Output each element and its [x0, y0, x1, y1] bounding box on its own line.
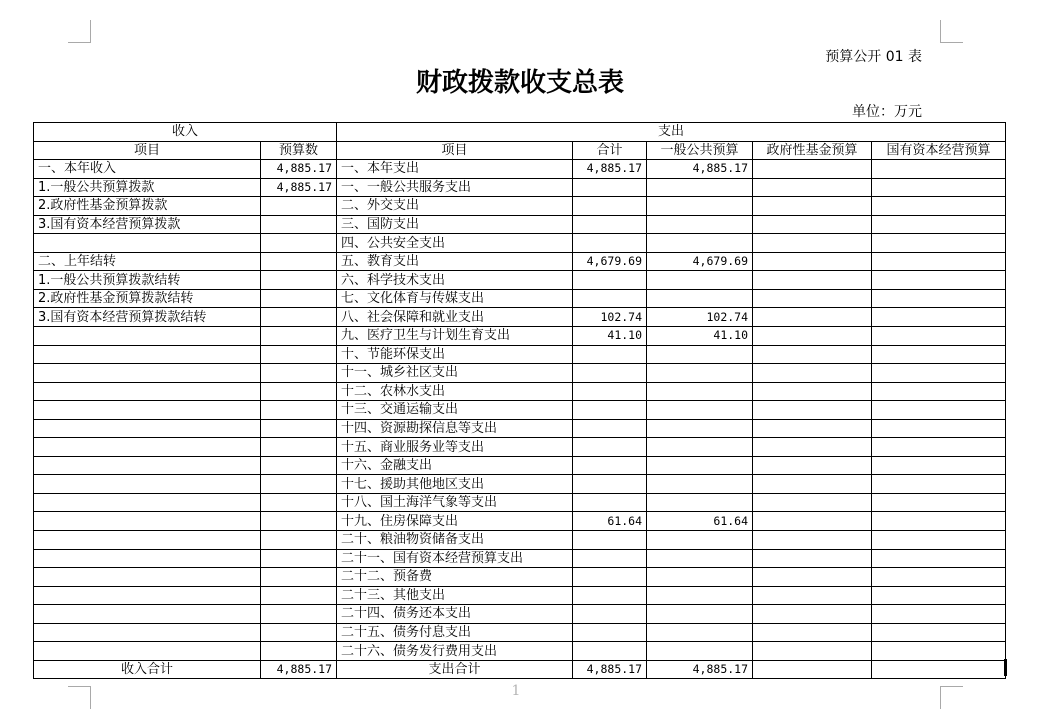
fund-budget-cell	[753, 605, 872, 624]
income-amount-cell	[261, 327, 337, 346]
total-cell: 41.10	[573, 327, 647, 346]
income-amount-cell	[261, 456, 337, 475]
income-item-cell	[34, 345, 261, 364]
state-capital-budget-cell	[872, 215, 1006, 234]
fund-budget-cell	[753, 475, 872, 494]
table-row	[34, 252, 1006, 271]
state-capital-budget-cell	[872, 308, 1006, 327]
table-row	[34, 364, 1006, 383]
text-cursor-mark	[1004, 659, 1007, 676]
table-row	[34, 531, 1006, 550]
state-capital-budget-cell	[872, 549, 1006, 568]
total-cell	[573, 586, 647, 605]
fund-budget-cell	[753, 252, 872, 271]
table-row	[34, 197, 1006, 216]
total-cell	[573, 271, 647, 290]
col-header-income-amount: 预算数	[261, 141, 337, 160]
table-row	[34, 289, 1006, 308]
total-cell	[573, 456, 647, 475]
expense-total-amount: 4,885.17	[573, 660, 647, 679]
state-capital-budget-cell	[872, 271, 1006, 290]
income-total-amount: 4,885.17	[261, 660, 337, 679]
state-capital-budget-cell	[872, 327, 1006, 346]
total-cell: 102.74	[573, 308, 647, 327]
fund-budget-cell	[753, 382, 872, 401]
total-cell: 4,679.69	[573, 252, 647, 271]
total-cell	[573, 642, 647, 661]
income-amount-cell	[261, 401, 337, 420]
state-capital-budget-cell	[872, 438, 1006, 457]
general-budget-cell	[647, 234, 753, 253]
fund-budget-cell	[753, 234, 872, 253]
income-amount-cell	[261, 215, 337, 234]
income-item-cell: 3.国有资本经营预算拨款	[34, 215, 261, 234]
income-amount-cell	[261, 345, 337, 364]
expense-item-cell: 九、医疗卫生与计划生育支出	[337, 327, 573, 346]
state-capital-budget-cell	[872, 475, 1006, 494]
total-cell	[573, 568, 647, 587]
fund-budget-cell	[753, 271, 872, 290]
fund-budget-cell	[753, 308, 872, 327]
expense-fund-total	[753, 660, 872, 679]
general-budget-cell	[647, 549, 753, 568]
expense-item-cell: 十二、农林水支出	[337, 382, 573, 401]
general-budget-cell	[647, 623, 753, 642]
general-budget-cell: 61.64	[647, 512, 753, 531]
state-capital-budget-cell	[872, 419, 1006, 438]
state-capital-budget-cell	[872, 568, 1006, 587]
state-capital-budget-cell	[872, 512, 1006, 531]
total-cell	[573, 382, 647, 401]
expense-item-cell: 十六、金融支出	[337, 456, 573, 475]
general-budget-cell	[647, 215, 753, 234]
state-capital-budget-cell	[872, 531, 1006, 550]
expense-item-cell: 十、节能环保支出	[337, 345, 573, 364]
expense-item-cell: 二十、粮油物资储备支出	[337, 531, 573, 550]
fund-budget-cell	[753, 289, 872, 308]
state-capital-budget-cell	[872, 160, 1006, 179]
fund-budget-cell	[753, 345, 872, 364]
general-budget-cell	[647, 271, 753, 290]
state-capital-budget-cell	[872, 605, 1006, 624]
table-row	[34, 438, 1006, 457]
general-budget-cell	[647, 456, 753, 475]
crop-mark-top-left	[68, 20, 91, 43]
income-amount-cell	[261, 568, 337, 587]
income-amount-cell	[261, 605, 337, 624]
total-cell	[573, 438, 647, 457]
state-capital-budget-cell	[872, 178, 1006, 197]
fund-budget-cell	[753, 493, 872, 512]
income-amount-cell	[261, 364, 337, 383]
income-item-cell: 一、本年收入	[34, 160, 261, 179]
expense-item-cell: 二十六、债务发行费用支出	[337, 642, 573, 661]
expense-general-total: 4,885.17	[647, 660, 753, 679]
total-cell: 61.64	[573, 512, 647, 531]
document-title: 财政拨款收支总表	[415, 68, 624, 98]
income-amount-cell	[261, 197, 337, 216]
expense-item-cell: 十八、国土海洋气象等支出	[337, 493, 573, 512]
expense-item-cell: 十五、商业服务业等支出	[337, 438, 573, 457]
form-number: 预算公开 01 表	[825, 49, 922, 65]
table-row	[34, 493, 1006, 512]
table-row	[34, 623, 1006, 642]
total-cell	[573, 197, 647, 216]
table-row	[34, 642, 1006, 661]
income-amount-cell	[261, 252, 337, 271]
income-item-cell: 3.国有资本经营预算拨款结转	[34, 308, 261, 327]
income-amount-cell	[261, 493, 337, 512]
income-amount-cell	[261, 549, 337, 568]
state-capital-budget-cell	[872, 382, 1006, 401]
income-item-cell	[34, 382, 261, 401]
total-cell	[573, 234, 647, 253]
table-row	[34, 271, 1006, 290]
general-budget-cell	[647, 289, 753, 308]
income-amount-cell	[261, 642, 337, 661]
total-cell	[573, 605, 647, 624]
fund-budget-cell	[753, 531, 872, 550]
total-cell	[573, 289, 647, 308]
general-budget-cell	[647, 605, 753, 624]
fund-budget-cell	[753, 642, 872, 661]
general-budget-cell: 4,679.69	[647, 252, 753, 271]
table-row	[34, 419, 1006, 438]
fund-budget-cell	[753, 586, 872, 605]
table-row	[34, 327, 1006, 346]
income-item-cell	[34, 364, 261, 383]
general-budget-cell	[647, 401, 753, 420]
state-capital-budget-cell	[872, 345, 1006, 364]
crop-mark-top-right	[940, 20, 963, 43]
fund-budget-cell	[753, 327, 872, 346]
income-amount-cell	[261, 234, 337, 253]
fund-budget-cell	[753, 549, 872, 568]
expense-group-header: 支出	[337, 123, 1006, 142]
unit-label: 单位：万元	[852, 104, 922, 120]
income-amount-cell	[261, 512, 337, 531]
income-amount-cell: 4,885.17	[261, 178, 337, 197]
fund-budget-cell	[753, 512, 872, 531]
col-header-state-capital-budget: 国有资本经营预算	[872, 141, 1006, 160]
fund-budget-cell	[753, 197, 872, 216]
income-item-cell: 二、上年结转	[34, 252, 261, 271]
state-capital-budget-cell	[872, 586, 1006, 605]
general-budget-cell	[647, 531, 753, 550]
income-amount-cell	[261, 531, 337, 550]
income-item-cell: 1.一般公共预算拨款	[34, 178, 261, 197]
col-header-fund-budget: 政府性基金预算	[753, 141, 872, 160]
total-cell	[573, 623, 647, 642]
budget-summary-table	[33, 122, 1006, 679]
totals-row	[34, 660, 1006, 679]
expense-item-cell: 四、公共安全支出	[337, 234, 573, 253]
expense-total-label: 支出合计	[337, 660, 573, 679]
state-capital-budget-cell	[872, 197, 1006, 216]
expense-state-total	[872, 660, 1006, 679]
income-item-cell	[34, 475, 261, 494]
expense-item-cell: 二、外交支出	[337, 197, 573, 216]
table-row	[34, 308, 1006, 327]
fund-budget-cell	[753, 215, 872, 234]
expense-item-cell: 十七、援助其他地区支出	[337, 475, 573, 494]
table-row	[34, 475, 1006, 494]
state-capital-budget-cell	[872, 642, 1006, 661]
expense-item-cell: 二十五、债务付息支出	[337, 623, 573, 642]
income-item-cell: 1.一般公共预算拨款结转	[34, 271, 261, 290]
general-budget-cell	[647, 568, 753, 587]
income-amount-cell	[261, 289, 337, 308]
general-budget-cell	[647, 438, 753, 457]
expense-item-cell: 一、本年支出	[337, 160, 573, 179]
general-budget-cell	[647, 586, 753, 605]
table-row	[34, 345, 1006, 364]
state-capital-budget-cell	[872, 401, 1006, 420]
total-cell	[573, 475, 647, 494]
income-item-cell	[34, 549, 261, 568]
income-item-cell	[34, 531, 261, 550]
total-cell	[573, 364, 647, 383]
general-budget-cell: 41.10	[647, 327, 753, 346]
income-item-cell	[34, 493, 261, 512]
col-header-expense-item: 项目	[337, 141, 573, 160]
income-item-cell	[34, 568, 261, 587]
total-cell	[573, 345, 647, 364]
income-item-cell: 2.政府性基金预算拨款结转	[34, 289, 261, 308]
general-budget-cell	[647, 419, 753, 438]
col-header-income-item: 项目	[34, 141, 261, 160]
expense-item-cell: 十三、交通运输支出	[337, 401, 573, 420]
table-row	[34, 549, 1006, 568]
fund-budget-cell	[753, 438, 872, 457]
income-amount-cell: 4,885.17	[261, 160, 337, 179]
table-row	[34, 456, 1006, 475]
fund-budget-cell	[753, 568, 872, 587]
income-item-cell	[34, 438, 261, 457]
expense-item-cell: 十一、城乡社区支出	[337, 364, 573, 383]
table-row	[34, 401, 1006, 420]
state-capital-budget-cell	[872, 623, 1006, 642]
expense-item-cell: 八、社会保障和就业支出	[337, 308, 573, 327]
income-amount-cell	[261, 308, 337, 327]
income-amount-cell	[261, 271, 337, 290]
expense-item-cell: 三、国防支出	[337, 215, 573, 234]
table-row	[34, 568, 1006, 587]
state-capital-budget-cell	[872, 493, 1006, 512]
income-item-cell	[34, 586, 261, 605]
table-row	[34, 605, 1006, 624]
expense-item-cell: 五、教育支出	[337, 252, 573, 271]
expense-item-cell: 十四、资源勘探信息等支出	[337, 419, 573, 438]
col-header-general-budget: 一般公共预算	[647, 141, 753, 160]
state-capital-budget-cell	[872, 234, 1006, 253]
general-budget-cell	[647, 642, 753, 661]
total-cell	[573, 531, 647, 550]
general-budget-cell	[647, 364, 753, 383]
state-capital-budget-cell	[872, 456, 1006, 475]
state-capital-budget-cell	[872, 252, 1006, 271]
general-budget-cell	[647, 178, 753, 197]
table-row	[34, 586, 1006, 605]
total-cell	[573, 401, 647, 420]
income-amount-cell	[261, 623, 337, 642]
total-cell	[573, 549, 647, 568]
fund-budget-cell	[753, 456, 872, 475]
table-row	[34, 178, 1006, 197]
total-cell	[573, 493, 647, 512]
income-item-cell	[34, 512, 261, 531]
col-header-total: 合计	[573, 141, 647, 160]
income-amount-cell	[261, 382, 337, 401]
income-item-cell: 2.政府性基金预算拨款	[34, 197, 261, 216]
expense-item-cell: 七、文化体育与传媒支出	[337, 289, 573, 308]
general-budget-cell	[647, 475, 753, 494]
expense-item-cell: 二十一、国有资本经营预算支出	[337, 549, 573, 568]
table-row	[34, 512, 1006, 531]
state-capital-budget-cell	[872, 364, 1006, 383]
total-cell	[573, 178, 647, 197]
fund-budget-cell	[753, 401, 872, 420]
general-budget-cell	[647, 382, 753, 401]
group-header-row	[34, 123, 1006, 142]
income-item-cell	[34, 234, 261, 253]
fund-budget-cell	[753, 419, 872, 438]
column-header-row	[34, 141, 1006, 160]
income-item-cell	[34, 456, 261, 475]
income-item-cell	[34, 419, 261, 438]
income-total-label: 收入合计	[34, 660, 261, 679]
state-capital-budget-cell	[872, 289, 1006, 308]
income-amount-cell	[261, 586, 337, 605]
fund-budget-cell	[753, 178, 872, 197]
page-number: 1	[511, 683, 521, 699]
expense-item-cell: 十九、住房保障支出	[337, 512, 573, 531]
income-item-cell	[34, 605, 261, 624]
general-budget-cell: 4,885.17	[647, 160, 753, 179]
fund-budget-cell	[753, 364, 872, 383]
income-item-cell	[34, 401, 261, 420]
table-row	[34, 160, 1006, 179]
general-budget-cell	[647, 493, 753, 512]
income-item-cell	[34, 327, 261, 346]
table-row	[34, 382, 1006, 401]
total-cell	[573, 215, 647, 234]
general-budget-cell	[647, 197, 753, 216]
fund-budget-cell	[753, 623, 872, 642]
income-amount-cell	[261, 419, 337, 438]
income-item-cell	[34, 623, 261, 642]
total-cell: 4,885.17	[573, 160, 647, 179]
expense-item-cell: 二十二、预备费	[337, 568, 573, 587]
income-amount-cell	[261, 438, 337, 457]
total-cell	[573, 419, 647, 438]
table-row	[34, 234, 1006, 253]
income-item-cell	[34, 642, 261, 661]
expense-item-cell: 六、科学技术支出	[337, 271, 573, 290]
general-budget-cell: 102.74	[647, 308, 753, 327]
general-budget-cell	[647, 345, 753, 364]
table-row	[34, 215, 1006, 234]
expense-item-cell: 二十三、其他支出	[337, 586, 573, 605]
expense-item-cell: 一、一般公共服务支出	[337, 178, 573, 197]
income-group-header: 收入	[34, 123, 337, 142]
income-amount-cell	[261, 475, 337, 494]
fund-budget-cell	[753, 160, 872, 179]
expense-item-cell: 二十四、债务还本支出	[337, 605, 573, 624]
